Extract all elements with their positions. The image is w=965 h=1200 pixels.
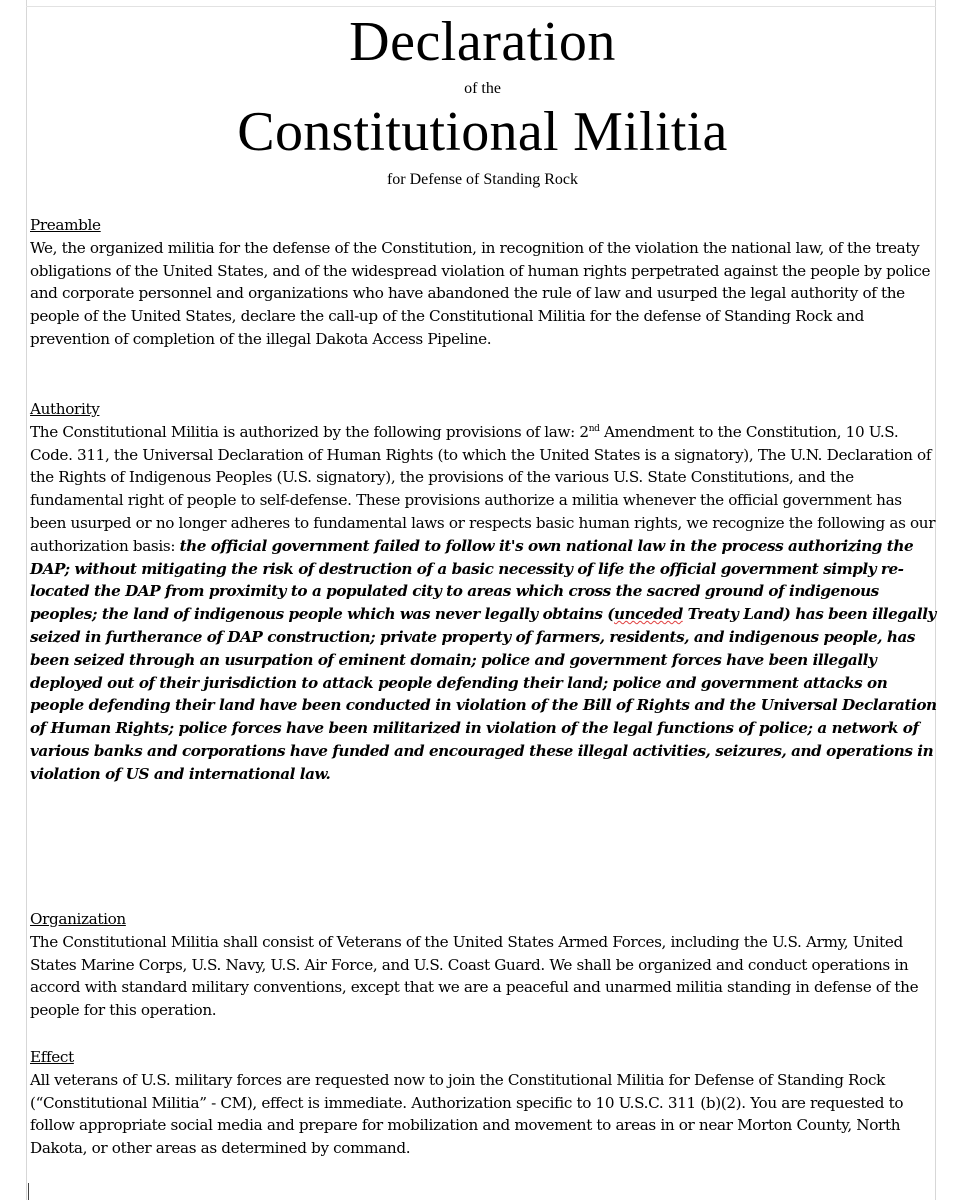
preamble-section [30,214,938,351]
authority-grievances-part-1: the official government failed to follow it's own national law in the process authorizing the DAP; without mitigating the risk of destruction of a basic necessity of life the official government simply re-located the DAP from proximity to a populated city to areas which cross the sacred ground of indigenous peoples; the land of indigenous people which was never legally obtains ( [30,536,914,624]
spellcheck-flagged-word[interactable]: unceded [614,605,683,624]
page-margin-top-guide [26,6,936,7]
authority-heading: Authority [30,400,100,418]
organization-heading: Organization [30,910,126,928]
effect-section [30,1046,938,1160]
title-purpose: for Defense of Standing Rock [386,171,579,188]
document-title: Declaration [349,11,616,73]
ordinal-superscript: nd [588,423,600,434]
document-subtitle: Constitutional Militia [237,101,728,163]
authority-section [30,398,938,786]
authority-text-part-1: The Constitutional Militia is authorized by the following provisions of law: 2 [30,422,589,441]
preamble-heading: Preamble [30,216,101,234]
authority-text-part-2: Amendment to the Constitution, 10 U.S. Code. 311, the Universal Declaration of Human Rights (to which the United States is a signatory), The U.N. Declaration of the Rights of Indigenous Peoples (U.S. signatory), the provisions of the various U.S. State Constitutions, and the fundamental right of people to self-defense. These provisions authorize a militia whenever the official government has been usurped or no longer adheres to fundamental laws or respects basic human rights, we recognize the following as our authorization basis: [30,422,936,555]
organization-text: The Constitutional Militia shall consist of Veterans of the United States Armed Forces, including the U.S. Army, United States Marine Corps, U.S. Navy, U.S. Air Force, and U.S. Coast Guard. We shall be organized and conduct operations in accord with standard military conventions, except that we are a peaceful and unarmed militia standing in defense of the people for this operation. [30,932,919,1020]
authority-paragraph [30,421,938,786]
effect-text: All veterans of U.S. military forces are requested now to join the Constitutional Militia for Defense of Standing Rock (“Constitutional Militia” - CM), effect is immediate. Authorization specific to 10 U.S.C. 311 (b)(2). You are requested to follow appropriate social media and prepare for mobilization and movement to areas in or near Morton County, North Dakota, or other areas as determined by command. [30,1070,904,1158]
preamble-text: We, the organized militia for the defense of the Constitution, in recognition of the violation the national law, of the treaty obligations of the United States, and of the widespread violation of human rights perpetrated against the people by police and corporate personnel and organizations who have abandoned the rule of law and usurped the legal authority of the people of the United States, declare the call-up of the Constitutional Militia for the defense of Standing Rock and prevention of completion of the illegal Dakota Access Pipeline. [30,238,931,348]
effect-heading: Effect [30,1048,74,1066]
text-cursor[interactable] [28,1183,29,1200]
authority-grievances-part-2: Treaty Land) has been illegally seized in furtherance of DAP construction; private property of farmers, residents, and indigenous people, has been seized through an usurpation of eminent domain; police and government forces have been illegally deployed out of their jurisdiction to attack people defending their land; police and government attacks on people defending their land have been conducted in violation of the Bill of Rights and the Universal Declaration of Human Rights; police forces have been militarized in violation of the legal functions of police; a network of various banks and corporations have funded and encouraged these illegal activities, seizures, and operations in violation of US and international law. [30,605,937,783]
title-connector: of the [464,80,501,97]
organization-section [30,908,938,1022]
